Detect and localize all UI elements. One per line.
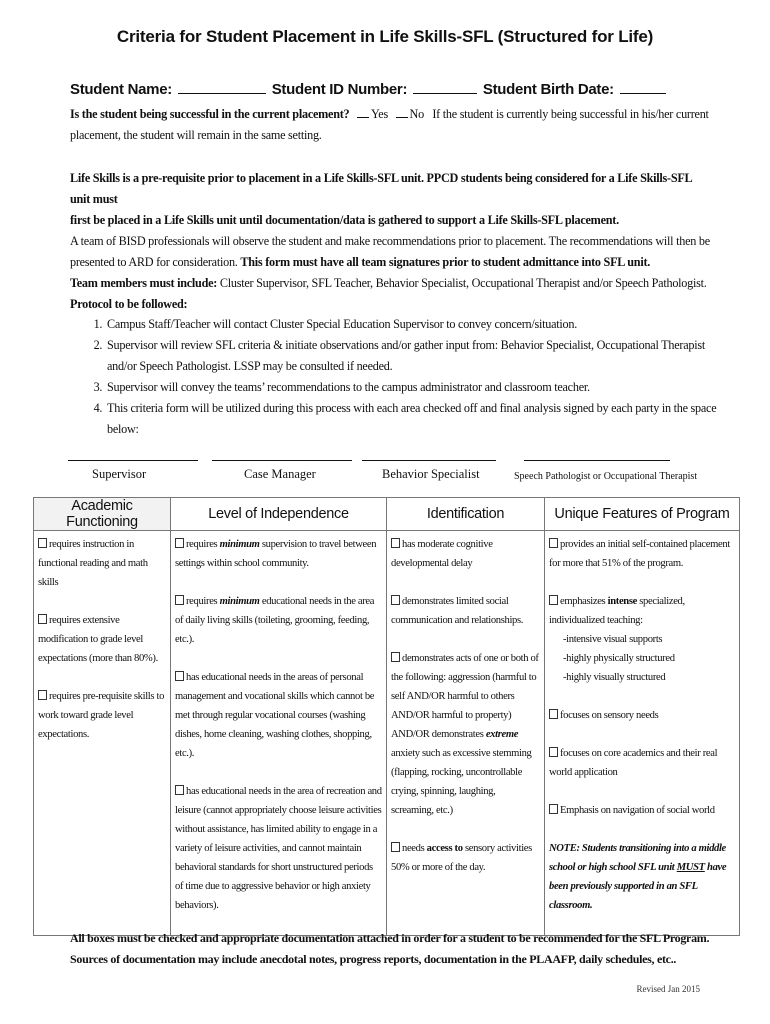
protocol-step: 3. Supervisor will convey the teams’ recommendations to the campus administrator and classroom teacher.	[105, 377, 725, 398]
supervisor-label: Supervisor	[92, 467, 147, 481]
criteria-text: requires extensive modification to grade level expectations (more than 80%).	[38, 615, 158, 664]
student-birth-label: Student Birth Date:	[482, 81, 614, 98]
criteria-text: provides an initial self-contained placement for more that 51% of the program.	[549, 539, 730, 569]
criteria-item	[549, 801, 735, 820]
criteria-item	[38, 611, 166, 668]
case-manager-signature-line[interactable]	[212, 454, 352, 461]
student-id-field[interactable]	[413, 80, 477, 94]
criteria-text: Emphasis on navigation of social world	[560, 805, 715, 816]
emphasis-text: extreme	[485, 729, 519, 740]
supervisor-signature-line[interactable]	[68, 454, 198, 461]
emphasis-text: intense	[607, 596, 637, 607]
signature-lines	[68, 454, 708, 464]
success-note-1: If the student is currently being successful in his/her current	[432, 107, 709, 121]
checkbox[interactable]	[38, 538, 47, 548]
checkbox[interactable]	[549, 747, 558, 757]
criteria-text: anxiety such as excessive stemming (flapping, rocking, uncontrollable crying, spinning, laughing, screaming, etc.)	[391, 748, 532, 816]
criteria-text: supervision to travel between settings within school community.	[175, 539, 377, 569]
success-question	[70, 104, 710, 146]
checkbox[interactable]	[38, 614, 47, 624]
criteria-text: has educational needs in the area of recreation and leisure (cannot appropriately choose leisure activities without assistance, has limited ability to engage in a variety of leisure activities, and cannot maintain behavioral standards for short unstructured periods of time due to aggressive behavior or high anxiety behaviors).	[175, 786, 382, 911]
sub-item: -highly visually structured	[563, 672, 666, 683]
revision-date: Revised Jan 2015	[636, 984, 700, 994]
checkbox[interactable]	[175, 671, 184, 681]
team-paragraph	[70, 231, 710, 315]
student-info-line	[70, 80, 668, 98]
criteria-item	[38, 535, 166, 592]
criteria-text: needs	[402, 843, 427, 854]
criteria-text: demonstrates limited social communication and relationships.	[391, 596, 524, 626]
unique-features-column	[545, 531, 740, 936]
criteria-text: educational needs in the area of daily living skills (toileting, grooming, feeding, etc.).	[175, 596, 375, 645]
student-id-label: Student ID Number:	[271, 81, 408, 98]
level-of-independence-header: Level of Independence	[171, 498, 387, 531]
checkbox[interactable]	[549, 709, 558, 719]
criteria-text: requires pre-requisite skills to work toward grade level expectations.	[38, 691, 165, 740]
team-members-label: Team members must include:	[70, 276, 218, 290]
criteria-text: specialized, individualized teaching:	[549, 596, 685, 626]
emphasis-text: access to	[426, 843, 463, 854]
protocol-list	[70, 314, 725, 440]
unique-features-header: Unique Features of Program	[545, 498, 740, 531]
checkbox[interactable]	[175, 595, 184, 605]
behavior-specialist-label: Behavior Specialist	[382, 467, 480, 481]
criteria-item	[175, 668, 382, 763]
checkbox[interactable]	[549, 804, 558, 814]
success-question-text: Is the student being successful in the current placement?	[70, 107, 350, 121]
criteria-item	[549, 744, 735, 782]
criteria-text: focuses on core academics and their real world application	[549, 748, 718, 778]
student-name-label: Student Name:	[70, 81, 172, 98]
criteria-item	[391, 839, 540, 877]
criteria-text: emphasizes	[560, 596, 608, 607]
no-label: No	[409, 107, 424, 121]
emphasis-text: minimum	[219, 596, 260, 607]
prerequisite-paragraph	[70, 168, 710, 231]
prereq-line-1: Life Skills is a pre-requisite prior to placement in a Life Skills-SFL unit. PPCD students being considered for a Life Skills-SFL unit must	[70, 171, 692, 206]
emphasis-text: minimum	[219, 539, 260, 550]
protocol-step: 2. Supervisor will review SFL criteria & initiate observations and/or gather input from: Behavior Specialist, Occupational Therapist and/or Speech Pathologist. LSSP may be consulted if needed.	[105, 335, 725, 377]
criteria-item	[175, 782, 382, 915]
footer-sources: Sources of documentation may include anecdotal notes, progress reports, documentation in the PLAAFP, daily schedules, etc..	[70, 952, 677, 966]
note-text: have been previously supported in an SFL classroom.	[549, 862, 727, 911]
transition-note	[549, 839, 735, 915]
criteria-item	[175, 592, 382, 649]
yes-blank[interactable]	[357, 107, 369, 118]
independence-column	[171, 531, 387, 936]
yes-label: Yes	[370, 107, 388, 121]
criteria-text: sensory activities 50% or more of the day.	[391, 843, 532, 873]
criteria-item	[549, 592, 735, 687]
team-line-1: A team of BISD professionals will observe the student and make recommendations prior to placement. The recommendations will then be	[70, 234, 710, 248]
protocol-step: 4. This criteria form will be utilized during this process with each area checked off and final analysis signed by each party in the space below:	[105, 398, 725, 440]
criteria-item	[549, 706, 735, 725]
note-must: MUST	[676, 862, 705, 873]
student-name-field[interactable]	[178, 80, 266, 94]
identification-header: Identification	[387, 498, 545, 531]
checkbox[interactable]	[549, 595, 558, 605]
checkbox[interactable]	[175, 538, 184, 548]
checkbox[interactable]	[391, 538, 400, 548]
criteria-text: requires instruction in functional reading and math skills	[38, 539, 148, 588]
no-blank[interactable]	[396, 107, 408, 118]
criteria-text: has educational needs in the areas of personal management and vocational skills which cannot be met through regular vocational courses (washing dishes, home cleaning, washing clothes, shopping, etc.).	[175, 672, 375, 759]
success-note-2: placement, the student will remain in the same setting.	[70, 128, 322, 142]
protocol-step: 1. Campus Staff/Teacher will contact Cluster Special Education Supervisor to convey concern/situation.	[105, 314, 725, 335]
criteria-item	[391, 535, 540, 573]
speech-signature-line[interactable]	[524, 454, 670, 461]
behavior-signature-line[interactable]	[362, 454, 496, 461]
speech-pathologist-label: Speech Pathologist or Occupational Therapist	[514, 471, 698, 482]
team-line-2: presented to ARD for consideration.	[70, 255, 238, 269]
case-manager-label: Case Manager	[244, 467, 316, 481]
student-birth-field[interactable]	[620, 80, 666, 94]
criteria-text: demonstrates acts of one or both of the following: aggression (harmful to self AND/OR harmful to others AND/OR harmful to property) AND/OR demonstrates	[391, 653, 539, 740]
criteria-item	[391, 592, 540, 630]
criteria-item	[175, 535, 382, 573]
signature-requirement: This form must have all team signatures prior to student admittance into SFL unit.	[240, 255, 651, 269]
checkbox[interactable]	[391, 652, 400, 662]
checkbox[interactable]	[391, 842, 400, 852]
checkbox[interactable]	[38, 690, 47, 700]
criteria-item	[549, 535, 735, 573]
checkbox[interactable]	[391, 595, 400, 605]
criteria-text: has moderate cognitive developmental delay	[391, 539, 493, 569]
sub-item: -highly physically structured	[563, 653, 675, 664]
sub-item: -intensive visual supports	[563, 634, 663, 645]
criteria-text: requires	[186, 596, 220, 607]
note-text: NOTE: Students transitioning into a middle school or high school SFL unit	[549, 843, 726, 873]
criteria-item	[391, 649, 540, 820]
checkbox[interactable]	[175, 785, 184, 795]
footer-requirement: All boxes must be checked and appropriate documentation attached in order for a student to be recommended for the SFL Program.	[70, 931, 710, 945]
criteria-item	[38, 687, 166, 744]
prereq-line-2: first be placed in a Life Skills unit until documentation/data is gathered to support a Life Skills-SFL placement.	[70, 213, 619, 227]
criteria-text: requires	[186, 539, 220, 550]
academic-column	[34, 531, 171, 936]
protocol-label: Protocol to be followed:	[70, 297, 188, 311]
checkbox[interactable]	[549, 538, 558, 548]
criteria-text: focuses on sensory needs	[560, 710, 659, 721]
identification-column	[387, 531, 545, 936]
document-title: Criteria for Student Placement in Life Skills-SFL (Structured for Life)	[116, 27, 654, 46]
criteria-table	[33, 497, 740, 936]
academic-functioning-header: Academic Functioning	[34, 498, 171, 531]
team-members-list: Cluster Supervisor, SFL Teacher, Behavior Specialist, Occupational Therapist and/or Speech Pathologist.	[219, 276, 707, 290]
